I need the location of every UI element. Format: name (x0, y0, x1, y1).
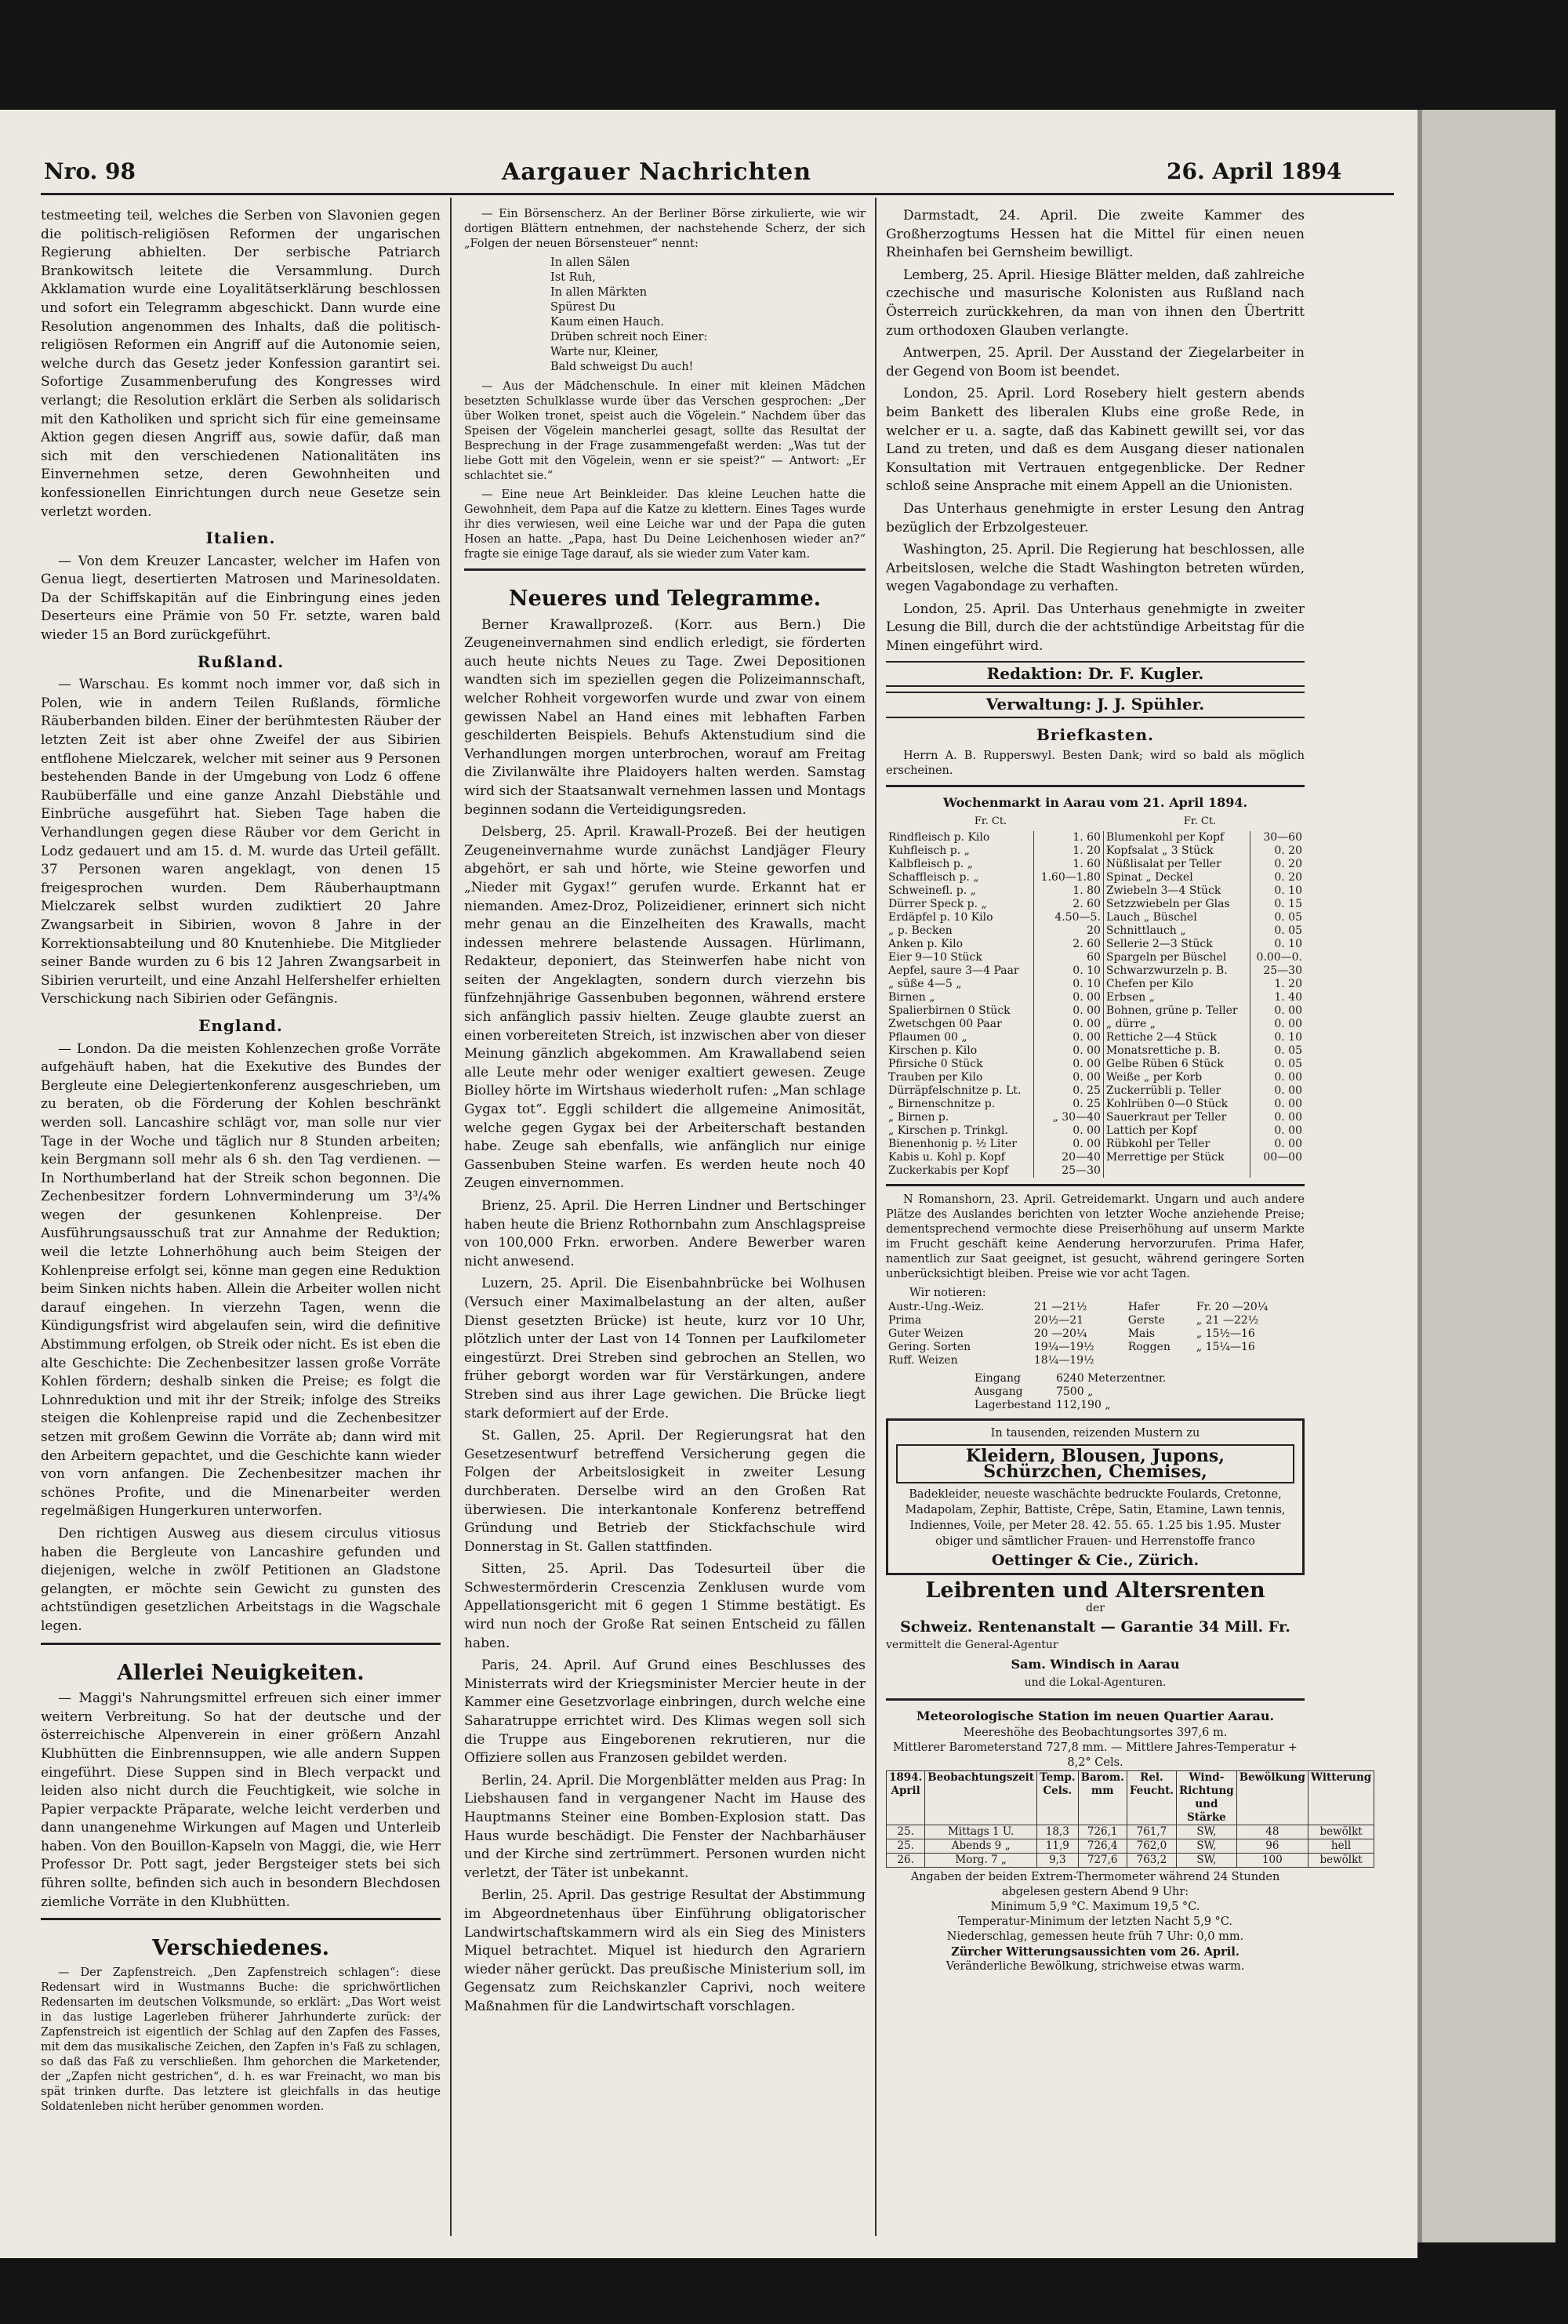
market-price: 25—30 (1033, 1164, 1103, 1178)
met-header-cell: Witterung (1308, 1770, 1374, 1825)
market-item (1103, 1164, 1250, 1178)
market-item: Schweinefl. p. „ (886, 884, 1033, 898)
section-heading-allerlei: Allerlei Neuigkeiten. (117, 1660, 365, 1685)
ad-firm: Oettinger & Cie., Zürich. (991, 1551, 1200, 1569)
market-price: 30—60 (1263, 830, 1302, 844)
met-cell: Morg. 7 „ (925, 1853, 1037, 1867)
market-item: Erdäpfel p. 10 Kilo (886, 911, 1033, 924)
table-row (886, 1354, 1305, 1367)
market-price: 0. 00 (1033, 991, 1103, 1004)
table-row (886, 1314, 1305, 1327)
market-price: 0. 00 (1274, 1017, 1302, 1030)
market-price: 0. 20 (1274, 844, 1302, 857)
table-row (886, 898, 1305, 911)
met-line-2: Mittlerer Barometerstand 727,8 mm. — Mittlere Jahres-Temperatur + 8,2° Cels. (893, 1741, 1298, 1769)
market-item: Monatsrettiche p. B. (1103, 1044, 1250, 1058)
getreide-cell: Gering. Sorten (888, 1340, 971, 1353)
market-price: 1. 40 (1274, 990, 1302, 1004)
column-2 (464, 207, 866, 2021)
met-cell: 11,9 (1037, 1839, 1079, 1853)
table-row (886, 1138, 1305, 1151)
article-darmstadt: Darmstadt, 24. April. Die zweite Kammer des Großherzogtums Hessen hat die Mittel für einen neuen Rheinhafen bei Gernsheim bewilligt. (886, 208, 1305, 261)
poem-line: Warte nur, Kleiner, (550, 346, 659, 358)
market-item: Schwarzwurzeln p. B. (1103, 964, 1250, 978)
poem (550, 256, 866, 375)
met-header-cell: 1894. April (887, 1770, 925, 1825)
eingang-cell: Ausgang (975, 1385, 1023, 1398)
market-item: Chefen per Kilo (1103, 978, 1250, 991)
poem-line: Kaum einen Hauch. (550, 316, 664, 329)
market-price: 1.60—1.80 (1033, 871, 1103, 884)
ad2-der: der (1086, 1602, 1105, 1615)
market-price: 1. 20 (1274, 977, 1302, 990)
met-cell: 9,3 (1037, 1853, 1079, 1867)
getreide-cell: Guter Weizen (888, 1327, 964, 1340)
market-item: Weiße „ per Korb (1103, 1071, 1250, 1084)
table-row (886, 951, 1305, 964)
article-brienz: Brienz, 25. April. Die Herren Lindner und Bertschinger haben heute die Brienz Rothornbahn zum Anschlagspreise von 100,000 Frkn. erworben. Andere Bewerber waren nicht anwesend. (464, 1198, 866, 1269)
ad2-agent: Sam. Windisch in Aarau (1011, 1657, 1180, 1672)
poem-line: In allen Sälen (550, 256, 630, 269)
ad-oettinger (886, 1418, 1305, 1575)
market-price: 0. 05 (1274, 1057, 1302, 1070)
article-luzern: Luzern, 25. April. Die Eisenbahnbrücke bei Wolhusen (Versuch einer Maximalbelastung an der alten, außer Dienst gesetzten Brücke) ist heute, kurz vor 10 Uhr, plötzlich unter der Last von 14 Tonnen per Laufkilometer eingestürzt. Drei Streben sind gebrochen an Stellen, wo früher geborgt worden war für Verstärkungen, andere Streben sind aus ihrer Lage gewichen. Die Brücke liegt stark deformiert auf der Erde. (464, 1276, 866, 1422)
market-price: 0. 00 (1033, 1018, 1103, 1031)
getreide-cell: 19¼—19½ (1033, 1340, 1094, 1353)
article-italien: — Von dem Kreuzer Lancaster, welcher im Hafen von Genua liegt, desertierten Matrosen und Marinesoldaten. Da der Schiffskapitän auf die Einbringung eines jeden Deserteurs eine Prämie von 50 Fr. setzte, waren bald wieder 15 an Bord zurückgeführt. (41, 553, 441, 644)
market-item: Kalbfleisch p. „ (886, 858, 1033, 871)
market-price: 0. 20 (1274, 857, 1302, 870)
met-header-cell: Wind-Richtung und Stärke (1177, 1770, 1237, 1825)
getreide-cell: Fr. 20 —20¼ (1196, 1300, 1269, 1313)
getreide-cell: Prima (888, 1313, 922, 1327)
met-cell: bewölkt (1308, 1853, 1374, 1867)
met-cell: 763,2 (1127, 1853, 1176, 1867)
market-price: 0. 00 (1274, 1004, 1302, 1017)
table-row (886, 1301, 1305, 1314)
market-price: „ 30—40 (1033, 1111, 1103, 1124)
met-cell: 18,3 (1037, 1825, 1079, 1839)
market-item: Sellerie 2—3 Stück (1103, 938, 1250, 951)
column-3 (886, 207, 1372, 1974)
market-price: 0. 00 (1274, 1070, 1302, 1084)
section-heading-russland: Rußland. (197, 652, 285, 671)
met-cell: 26. (887, 1853, 925, 1867)
market-item: Erbsen „ (1103, 991, 1250, 1004)
market-price: 0. 05 (1274, 1044, 1302, 1057)
section-heading-neueres: Neueres und Telegramme. (508, 586, 822, 611)
article-st-gallen: St. Gallen, 25. April. Der Regierungsrat hat den Gesetzesentwurf betreffend Versicherung gegen die Folgen der Arbeitslosigkeit in zweiter Lesung durchberaten. Derselbe wird an den Großen Rat überwiesen. Die interkantonale Konferenz betreffend Gründung und Betrieb der Stickfachschule wird Donnerstag in St. Gallen stattfinden. (464, 1428, 866, 1555)
met-header-cell: Rel. Feucht. (1127, 1770, 1176, 1825)
getreide-cell: Roggen (1127, 1340, 1171, 1353)
market-price: 0. 10 (1033, 978, 1103, 991)
poem-line: Spürest Du (550, 301, 615, 314)
market-price: 0. 00 (1274, 1124, 1302, 1137)
eingang-cell: Lagerbestand (975, 1398, 1051, 1411)
ad-text: Badekleider, neueste waschächte bedruckte Foulards, Cretonne, Madapolam, Zephir, Battiste, Crêpe, Satin, Etamine, Lawn tennis, Indiennes, Voile, per Meter 28. 42. 55. 65. 1.25 bis 1.95. Muster obiger und sämtlicher Frauen- und Herrenstoffe franco (905, 1487, 1286, 1548)
poem-line: In allen Märkten (550, 286, 648, 299)
article-unterhaus: Das Unterhaus genehmigte in erster Lesung den Antrag bezüglich der Erbzolgesteuer. (886, 500, 1305, 536)
market-price: 1. 80 (1033, 884, 1103, 898)
getreide-cell (1194, 1354, 1305, 1367)
table-header-row (887, 1770, 1374, 1825)
divider (886, 785, 1305, 787)
market-item: „ süße 4—5 „ (886, 978, 1033, 991)
market-item: Rübkohl per Teller (1103, 1138, 1250, 1151)
market-price: 0. 10 (1274, 1030, 1302, 1044)
market-price: 0. 20 (1274, 870, 1302, 884)
market-item: Anken p. Kilo (886, 938, 1033, 951)
market-price: 0. 00 (1033, 1044, 1103, 1058)
market-price: 0. 00 (1033, 1071, 1103, 1084)
table-row (886, 1004, 1305, 1018)
article-maggi: — Maggi's Nahrungsmittel erfreuen sich einer immer weitern Verbreitung. So hat der deutsche und der österreichische Alpenverein in einer größern Anzahl Klubhütten die Einbrennsuppen, wie alle andern Suppen eingeführt. Diese Suppen sind in Blech verpackt und leiden also nicht durch die Feuchtigkeit, wie solche in Papier verpackte Präparate, welche leicht verderben und dann unangenehme Wirkungen auf Magen und Unterleib haben. Von den Bouillon-Kapseln von Maggi, die, wie Herr Professor Dr. Pott sagt, jeder Bergsteiger stets bei sich führen sollte, befinden sich auch in besondern Blechdosen ziemliche Vorräte in den Klubhütten. (41, 1690, 441, 1910)
market-price: 60 (1033, 951, 1103, 964)
market-price: 0. 00 (1274, 1137, 1302, 1150)
market-price: 0. 10 (1274, 937, 1302, 950)
market-item: Kirschen p. Kilo (886, 1044, 1033, 1058)
market-item: Lattich per Kopf (1103, 1124, 1250, 1138)
met-header-cell: Bewölkung (1236, 1770, 1308, 1825)
section-heading-verschiedenes: Verschiedenes. (151, 1936, 330, 1961)
table-row (886, 1327, 1305, 1341)
article-london-bill: London, 25. April. Das Unterhaus genehmigte in zweiter Lesung die Bill, durch die der achtstündige Arbeitstag für die Minen eingeführt wird. (886, 601, 1305, 655)
met-line-1: Meereshöhe des Beobachtungsortes 397,6 m. (963, 1726, 1228, 1739)
article-boersenscherz: — Ein Börsenscherz. An der Berliner Börse zirkulierte, wie wir dortigen Blättern entnehmen, der nachstehende Scherz, der sich „Folgen der neuen Börsensteuer“ nennt: (464, 208, 866, 250)
table-row (972, 1372, 1168, 1385)
market-price: 0. 00 (1033, 1004, 1103, 1018)
market-price: 0.00—0. (1256, 950, 1302, 964)
market-item: „ dürre „ (1103, 1018, 1250, 1031)
table-row (886, 1084, 1305, 1098)
market-item: Nüßlisalat per Teller (1103, 858, 1250, 871)
met-cell: Abends 9 „ (925, 1839, 1037, 1853)
article-antwerpen: Antwerpen, 25. April. Der Ausstand der Ziegelarbeiter in der Gegend von Boom ist beendet. (886, 345, 1305, 379)
market-item: Schaffleisch p. „ (886, 871, 1033, 884)
ad2-agent2: und die Lokal-Agenturen. (1024, 1676, 1167, 1689)
getreide-cell: Ruff. Weizen (888, 1353, 958, 1367)
article-washington: Washington, 25. April. Die Regierung hat beschlossen, alle Arbeitslosen, welche die Stadt Washington betreten würden, wegen Vagabondage zu verhaften. (886, 542, 1305, 595)
issue-number: Nro. 98 (44, 158, 136, 184)
getreide-cell: Gerste (1127, 1313, 1165, 1327)
met-footer-1: Angaben der beiden Extrem-Thermometer während 24 Stunden abgelesen gestern Abend 9 Uhr: (910, 1870, 1280, 1898)
market-item: Setzzwiebeln per Glas (1103, 898, 1250, 911)
market-item: Lauch „ Büschel (1103, 911, 1250, 924)
divider (464, 568, 866, 571)
column-1 (41, 207, 441, 2119)
market-price: 0. 00 (1033, 1138, 1103, 1151)
eingang-cell: Eingang (975, 1371, 1022, 1385)
article-beinkleider: — Eine neue Art Beinkleider. Das kleine Leuchen hatte die Gewohnheit, dem Papa auf die Katze zu klettern. Eines Tages wurde ihr dies verwiesen, weil eine Leiche war und der Papa die guten Hosen an hatte. „Papa, hast Du Deine Leichenhosen wieder an?“ fragte sie einige Tage darauf, als sie wieder zum Vater kam. (464, 488, 866, 561)
met-cell: SW, (1177, 1853, 1237, 1867)
table-row (886, 884, 1305, 898)
market-item: Pflaumen 00 „ (886, 1031, 1033, 1044)
getreide-cell: „ 15¼—16 (1196, 1340, 1255, 1353)
table-row (886, 1058, 1305, 1071)
met-footer-4: Niederschlag, gemessen heute früh 7 Uhr: 0,0 mm. (946, 1930, 1244, 1943)
getreide-cell: 21 —21½ (1033, 1300, 1087, 1313)
market-price: 00—00 (1263, 1150, 1302, 1164)
eingang-table (972, 1372, 1168, 1412)
met-cell: 762,0 (1127, 1839, 1176, 1853)
met-cell: SW, (1177, 1839, 1237, 1853)
met-header-cell: Beobachtungszeit (925, 1770, 1037, 1825)
market-price: 0. 10 (1274, 884, 1302, 897)
article-lancashire: Den richtigen Ausweg aus diesem circulus vitiosus haben die Bergleute von Lancashire gefunden und diejenigen, welche in zwölf Petitionen an Gladstone gelangten, er möchte sein Gewicht zu gunsten des achtstündigen gesetzlichen Arbeitstags in die Wagschale legen. (41, 1525, 441, 1634)
market-head (886, 812, 1305, 831)
issue-date: 26. April 1894 (1167, 158, 1342, 184)
article-berlin-1: Berlin, 24. April. Die Morgenblätter melden aus Prag: In Liebshausen fand in vergangener Nacht im Hause des Hauptmanns Steiner eine Bomben-Explosion statt. Das Haus wurde beschädigt. Die Fenster der Nachbarhäuser und der Kirche sind zertrümmert. Personen wurden nicht verletzt, der Täter ist unbekannt. (464, 1772, 866, 1881)
table-row (887, 1839, 1374, 1853)
table-row (886, 911, 1305, 924)
table-row (886, 1031, 1305, 1044)
market-item: Schnittlauch „ (1103, 924, 1250, 938)
eingang-cell: 6240 Meterzentner. (1055, 1371, 1167, 1385)
getreide-table (886, 1301, 1305, 1367)
divider (886, 1698, 1305, 1701)
market-item: Kopfsalat „ 3 Stück (1103, 844, 1250, 858)
newspaper-page (0, 110, 1417, 2258)
met-header-cell: Temp. Cels. (1037, 1770, 1079, 1825)
article-maedchenschule: — Aus der Mädchenschule. In einer mit kleinen Mädchen besetzten Schulklasse wurde über das Verschen gesprochen: „Der über Wolken tronet, speist auch die Vögelein.“ Nachdem über das Speisen der Vögelein mancherlei gesagt, sollte das Resultat der Besprechung in der Frage zusammengefaßt werden: „Was tut der liebe Gott mit den Vögelein, wenn er sie speist?“ — Antwort: „Er schlachtet sie.“ (464, 380, 866, 482)
getreide-note: Wir notieren: (909, 1286, 986, 1299)
ad-headline: Kleidern, Blousen, Jupons, Schürzchen, Chemises, (896, 1444, 1294, 1483)
poem-line: Ist Ruh, (550, 271, 596, 284)
market-price: 0. 00 (1033, 1058, 1103, 1071)
market-item: Kabis u. Kohl p. Kopf (886, 1151, 1033, 1164)
divider (41, 1918, 441, 1920)
table-row (886, 1341, 1305, 1354)
poem-line: Bald schweigst Du auch! (550, 361, 694, 373)
met-cell: 726,1 (1078, 1825, 1127, 1839)
table-row (886, 924, 1305, 938)
met-table (886, 1770, 1374, 1868)
market-item: Zuckerrübli p. Teller (1103, 1084, 1250, 1098)
getreide-cell: 20 —20¼ (1033, 1327, 1087, 1340)
ad2-sub: vermittelt die General-Agentur (886, 1639, 1058, 1652)
market-price (1250, 1164, 1305, 1178)
table-row (887, 1853, 1374, 1867)
getreide-cell: Mais (1127, 1327, 1156, 1340)
market-item: Zwiebeln 3—4 Stück (1103, 884, 1250, 898)
market-price: 0. 15 (1274, 897, 1302, 910)
met-cell: SW, (1177, 1825, 1237, 1839)
verwaltung-line: Verwaltung: J. J. Spühler. (886, 692, 1305, 718)
article-berlin-2: Berlin, 25. April. Das gestrige Resultat der Abstimmung im Abgeordnetenhaus über Einführung obligatorischer Landwirtschaftskammern wird als ein Sieg des Ministers Miquel betrachtet. Miquel ist hiedurch den Agrariern wieder näher gerückt. Das preußische Ministerium soll, im Gegensatz zum Reichskanzler Caprivi, noch weitere Maßnahmen für die Landwirtschaft vorschlagen. (464, 1887, 866, 2014)
market-price: 0. 25 (1033, 1084, 1103, 1098)
article-london-kohle: — London. Da die meisten Kohlenzechen große Vorräte aufgehäuft haben, hat die Exekutive des Bundes der Bergleute eine Delegiertenkonferenz ausgeschrieben, um zu beraten, ob die Förderung der Kohlen beschränkt werden soll. Lancashire schlägt vor, man solle nur vier Tage in der Woche und täglich nur 8 Stunden arbeiten; kein Bergmann soll mehr als 6 sh. den Tag verdienen. — In Northumberland hat der Streik schon begonnen. Die Zechenbesitzer fordern Lohnverminderung um 3³/₄% wegen der gesunkenen Kohlenpreise. Der Ausführungsausschuß trat zur Annahme der Reduktion; weil die letzte Lohnerhöhung auch beim Steigen der Kohlenpreise erfolgt sei, könne man gegen eine Reduktion beim Sinken nichts haben. Allein die Arbeiter wollen nicht darauf eingehen. In vierzehn Tagen, wenn die Kündigungsfrist wird abgelaufen sein, wird die definitive Abstimmung erfolgen, ob Streik oder nicht. Es ist eben die alte Geschichte: Die Zechenbesitzer lassen große Vorräte Kohlen fördern; deshalb sinken die Preise; es folgt die Lohnreduktion und mit ihr der Streik; infolge des Streiks steigen die Kohlenpreise rapid und die Zechenbesitzer setzen mit großem Gewinn die Vorräte ab; dann wird mit den Arbeitern gepachtet, und die Geschichte kann wieder von vorn anfangen. Die Zechenbesitzer machen ihr schönes Profite, und die Minenarbeiter werden regelmäßigen Hungerkuren unterworfen. (41, 1040, 441, 1520)
market-price: 1. 20 (1033, 844, 1103, 858)
met-footer-6: Veränderliche Bewölkung, strichweise etwas warm. (946, 1959, 1245, 1973)
market-head-right: Fr. Ct. (1183, 815, 1217, 828)
market-table (886, 831, 1305, 1178)
met-cell: 48 (1236, 1825, 1308, 1839)
table-row (886, 1164, 1305, 1178)
getreide-cell: „ 15½—16 (1196, 1327, 1255, 1340)
table-row (886, 1044, 1305, 1058)
column-rule (875, 198, 877, 2236)
page-edge (1417, 110, 1555, 2242)
market-item: Rindfleisch p. Kilo (886, 831, 1033, 844)
section-heading-england: England. (198, 1015, 283, 1035)
market-price: 2. 60 (1033, 898, 1103, 911)
table-row (886, 1111, 1305, 1124)
market-price: 0. 00 (1033, 1031, 1103, 1044)
met-title: Meteorologische Station im neuen Quartier Aarau. (916, 1709, 1275, 1724)
met-cell: 100 (1236, 1853, 1308, 1867)
article-delsberg: Delsberg, 25. April. Krawall-Prozeß. Bei der heutigen Zeugeneinvernahme wurde zunächst Landjäger Fleury abgehört, er sah und hörte, wie Steine geworfen und „Nieder mit Gygax!“ gerufen wurde. Erkannt hat er niemanden. Amez-Droz, Polizeidiener, erinnert sich nicht mehr genau an die Einzelheiten des Krawalls, macht indessen mehrere belastende Aussagen. Hürlimann, Redakteur, deponiert, das Steinwerfen habe nicht von seiten der Angeklagten, sondern durch vierzehn bis fünfzehnjährige Gassenbuben begonnen, während erstere sich anfänglich passiv hielten. Zeuge glaubte zuerst an einen vorbereiteten Streich, ist inzwischen aber von dieser Meinung gänzlich abgekommen. Am Krawallabend seien alle Leute mehr oder weniger exaltiert gewesen. Zeuge Biolley hörte im Wirtshaus wiederholt rufen: „Man schlage Gygax tot“. Eggli schildert die allgemeine Animosität, welche gegen Gygax bei der Arbeiterschaft bestanden habe. Zeuge sah ebenfalls, wie anfänglich nur einige Gassenbuben Steine warfen. Es werden heute noch 40 Zeugen einvernommen. (464, 824, 866, 1192)
article-paris: Paris, 24. April. Auf Grund eines Beschlusses des Ministerrats wird der Kriegsminister Mercier heute in der Kammer eine Gesetzvorlage einbringen, durch welche eine Saharatruppe errichtet wird. Des Klimas wegen soll sich die Truppe aus Eingeborenen rekrutieren, nur die Offiziere sollen aus Franzosen gebildet werden. (464, 1658, 866, 1767)
met-cell: 96 (1236, 1839, 1308, 1853)
redaktion-line: Redaktion: Dr. F. Kugler. (886, 661, 1305, 688)
getreide-cell: 20½—21 (1033, 1313, 1084, 1327)
market-price: 0. 10 (1033, 964, 1103, 978)
market-item: Kohlrüben 0—0 Stück (1103, 1098, 1250, 1111)
met-cell: bewölkt (1308, 1825, 1374, 1839)
getreide-cell (1126, 1354, 1194, 1367)
market-item: Pfirsiche 0 Stück (886, 1058, 1033, 1071)
market-item: Gelbe Rüben 6 Stück (1103, 1058, 1250, 1071)
market-item: „ Kirschen p. Trinkgl. (886, 1124, 1033, 1138)
market-item: „ Birnen p. (886, 1111, 1033, 1124)
market-item: Dürräpfelschnitze p. Lt. (886, 1084, 1033, 1098)
section-heading-italien: Italien. (205, 528, 276, 548)
article-berner-krawall: Berner Krawallprozeß. (Korr. aus Bern.) Die Zeugeneinvernahmen sind endlich erledigt, sie förderten auch heute nichts Neues zu Tage. Zwei Depositionen wandten sich im speziellen gegen die Polizeimannschaft, welcher Rohheit vorgeworfen wurde und zwar von einem gewissen Nabel an Hand eines mit lebhaften Farben geschilderten Beispiels. Behufs Aktenstudium sind die Verhandlungen morgen unterbrochen, worauf am Freitag die Zivilanwälte ihre Plaidoyers halten werden. Samstag wird sich der Staatsanwalt vernehmen lassen und Montags beginnen sodann die Verteidigungsreden. (464, 616, 866, 818)
article-serben: testmeeting teil, welches die Serben von Slavonien gegen die politisch-religiösen Reformen der ungarischen Regierung abhielten. Der serbische Patriarch Brankowitsch leitete die Versammlung. Durch Akklamation wurde eine Loyalitätserklärung beschlossen und sofort ein Telegramm abgeschickt. Dann wurde eine Resolution angenommen des Inhalts, daß die politisch-religiösen Reformen ein Angriff auf die Autonomie seien, welche durch das Gesetz jeder Konfession garantirt sei. Sofortige Zusammenberufung des Kongresses wird verlangt; die Resolution erklärt die Serben als solidarisch mit den Katholiken und spricht sich für eine gemeinsame Aktion gegen diesen Angriff aus, sowie dafür, daß man sich mit den verschiedenen Nationalitäten ins Einvernehmen setze, deren Gewohnheiten und konfessionellen Einrichtungen durch neue Gesetze sein verletzt worden. (41, 208, 441, 520)
market-item: Aepfel, saure 3—4 Paar (886, 964, 1033, 978)
ad-rentenanstalt (886, 1578, 1305, 1693)
market-price: 4.50—5. (1033, 911, 1103, 924)
table-row (886, 1151, 1305, 1164)
table-row (886, 831, 1305, 844)
market-item: Spalierbirnen 0 Stück (886, 1004, 1033, 1018)
divider (886, 1184, 1305, 1186)
header-rule (41, 193, 1394, 195)
market-item: Bohnen, grüne p. Teller (1103, 1004, 1250, 1018)
table-row (886, 1124, 1305, 1138)
met-footer-5: Zürcher Witterungsaussichten vom 26. April. (951, 1945, 1240, 1959)
table-row (886, 938, 1305, 951)
market-title: Wochenmarkt in Aarau vom 21. April 1894. (942, 795, 1248, 811)
poem-line: Drüben schreit noch Einer: (550, 331, 708, 343)
met-cell: 761,7 (1127, 1825, 1176, 1839)
met-cell: Mittags 1 U. (925, 1825, 1037, 1839)
market-item: Zwetschgen 00 Paar (886, 1018, 1033, 1031)
getreide-cell: Austr.-Ung.-Weiz. (888, 1300, 985, 1313)
market-price: 20 (1033, 924, 1103, 938)
market-item: Eier 9—10 Stück (886, 951, 1033, 964)
market-item: Birnen „ (886, 991, 1033, 1004)
table-row (886, 844, 1305, 858)
article-london-rosebery: London, 25. April. Lord Rosebery hielt gestern abends beim Bankett des liberalen Klubs eine große Rede, in welcher er u. a. sagte, daß das Kabinett gewillt sei, vor das Land zu treten, und daß es dem Ausgang dieser nationalen Konsultation mit Vertrauen entgegenblicke. Der Redner schloß seine Ansprache mit einem Appell an die Unionisten. (886, 386, 1305, 495)
ad-intro: In tausenden, reizenden Mustern zu (990, 1426, 1200, 1440)
eingang-cell: 7500 „ (1055, 1385, 1094, 1398)
eingang-cell: 112,190 „ (1055, 1398, 1111, 1411)
table-row (972, 1385, 1168, 1399)
section-heading-briefkasten: Briefkasten. (1036, 724, 1154, 744)
article-lemberg: Lemberg, 25. April. Hiesige Blätter melden, daß zahlreiche czechische und masurische Kolonisten aus Rußland nach Österreich zurückkehren, da man von ihnen den Übertritt zum orthodoxen Glauben verlangte. (886, 267, 1305, 339)
market-price: 0. 00 (1274, 1110, 1302, 1124)
met-cell: 726,4 (1078, 1839, 1127, 1853)
market-price: 0. 00 (1274, 1097, 1302, 1110)
market-price: 0. 05 (1274, 924, 1302, 937)
table-row (886, 1098, 1305, 1111)
getreide-cell: Hafer (1127, 1300, 1160, 1313)
market-price: 1. 60 (1033, 858, 1103, 871)
met-cell: hell (1308, 1839, 1374, 1853)
met-header-cell: Barom. mm (1078, 1770, 1127, 1825)
market-item: Merrettige per Stück (1103, 1151, 1250, 1164)
market-head-left: Fr. Ct. (974, 815, 1007, 828)
market-item: Trauben per Kilo (886, 1071, 1033, 1084)
market-item: Spinat „ Deckel (1103, 871, 1250, 884)
ad2-title: Leibrenten und Altersrenten (925, 1578, 1265, 1603)
article-warschau: — Warschau. Es kommt noch immer vor, daß sich in Polen, wie in andern Teilen Rußlands, förmliche Räuberbanden bilden. Einer der berühmtesten Räuber der letzten Zeit ist aber ohne Zweifel der aus Sibirien entflohene Mielczarek, welcher mit seiner aus 9 Personen bestehenden Bande in der Umgebung von Lodz 6 offene Raubüberfälle und eine ganze Anzahl Diebstähle und Einbrüche ausgeführt hat. Sieben Tage haben die Verhandlungen gegen diese Räuber vor dem Gericht in Lodz gedauert und am 15. d. M. wurde das Urteil gefällt. 37 Personen waren angeklagt, von denen 15 freigesprochen wurden. Dem Räuberhauptmann Mielczarek selbst wurden zudiktiert 20 Jahre Zwangsarbeit in Sibirien, wovon 8 Jahre in der Korrektionsabteilung und 80 Knutenhiebe. Die Mitglieder seiner Bande wurden zu 6 bis 12 Jahren Zwangsarbeit in Sibirien verurteilt, und eine Anzahl Helfershelfer erhielten Verschickung nach Sibirien oder Gefängnis. (41, 677, 441, 1008)
market-price: 0. 25 (1033, 1098, 1103, 1111)
table-row (886, 978, 1305, 991)
market-item: Blumenkohl per Kopf (1103, 831, 1250, 844)
table-row (886, 991, 1305, 1004)
column-rule (450, 198, 452, 2236)
market-price: 1. 60 (1033, 831, 1103, 844)
market-item: Zuckerkabis per Kopf (886, 1164, 1033, 1178)
ad2-line: Schweiz. Rentenanstalt — Garantie 34 Mill. Fr. (900, 1618, 1290, 1636)
market-item: Spargeln per Büschel (1103, 951, 1250, 964)
article-zapfenstreich: — Der Zapfenstreich. „Den Zapfenstreich schlagen“: diese Redensart wird in Wustmanns Buche: die sprichwörtlichen Redensarten im deutschen Volksmunde, so erklärt: „Das Wort weist in das lustige Lagerleben früherer Jahrhunderte zurück: der Zapfenstreich ist eigentlich der Schlag auf den Zapfen des Fasses, mit dem das musikalische Zeichen, den Zapfen in's Faß zu schlagen, so daß das Faß zu verschließen. Ihm gehorchen die Marketender, der „Zapfen nicht gestrichen“, d. h. es war Freinacht, wo man bis spät trinken durfte. Das letztere ist gleichfalls in das heutige Soldatenleben nicht herüber genommen worden. (41, 1966, 441, 2113)
getreide-cell: „ 21 —22½ (1196, 1313, 1259, 1327)
met-footer-3: Temperatur-Minimum der letzten Nacht 5,9 °C. (958, 1915, 1232, 1928)
market-price: 0. 00 (1274, 1084, 1302, 1097)
briefkasten-text: Herrn A. B. Rupperswyl. Besten Dank; wird so bald als möglich erscheinen. (886, 750, 1305, 778)
table-row (886, 1018, 1305, 1031)
market-price: 0. 00 (1033, 1124, 1103, 1138)
table-row (886, 964, 1305, 978)
met-footer-2: Minimum 5,9 °C. Maximum 19,5 °C. (990, 1900, 1200, 1913)
market-item: Sauerkraut per Teller (1103, 1111, 1250, 1124)
market-price: 20—40 (1033, 1151, 1103, 1164)
getreide-cell: 18¼—19½ (1033, 1353, 1094, 1367)
table-row (886, 858, 1305, 871)
table-row (886, 871, 1305, 884)
divider (41, 1643, 441, 1645)
article-sitten: Sitten, 25. April. Das Todesurteil über die Schwestermörderin Crescenzia Zenklusen wurde vom Appellationsgericht mit 6 gegen 1 Stimme bestätigt. Es wird nun noch der Große Rat seinen Entscheid zu fällen haben. (464, 1561, 866, 1651)
table-row (972, 1399, 1168, 1412)
table-row (886, 1071, 1305, 1084)
table-row (887, 1825, 1374, 1839)
met-cell: 727,6 (1078, 1853, 1127, 1867)
market-item: „ Birnenschnitze p. (886, 1098, 1033, 1111)
market-item: „ p. Becken (886, 924, 1033, 938)
market-item: Bienenhonig p. ½ Liter (886, 1138, 1033, 1151)
market-price: 0. 05 (1274, 910, 1302, 924)
market-price: 2. 60 (1033, 938, 1103, 951)
masthead: Aargauer Nachrichten (502, 158, 812, 186)
market-item: Dürrer Speck p. „ (886, 898, 1033, 911)
getreidemarkt-text: N Romanshorn, 23. April. Getreidemarkt. Ungarn und auch andere Plätze des Auslandes berichten von letzter Woche anziehende Preise; dementsprechend vermochte diese Preiserhöhung auf unserm Markte im Frucht geschäft keine Aenderung hervorzurufen. Prima Hafer, namentlich zur Saat geeignet, ist gesucht, während geringere Sorten unberücksichtigt bleiben. Preise wie vor acht Tagen. (886, 1193, 1305, 1280)
met-cell: 25. (887, 1839, 925, 1853)
market-item: Rettiche 2—4 Stück (1103, 1031, 1250, 1044)
market-item: Kuhfleisch p. „ (886, 844, 1033, 858)
market-price: 25—30 (1263, 964, 1302, 977)
met-cell: 25. (887, 1825, 925, 1839)
